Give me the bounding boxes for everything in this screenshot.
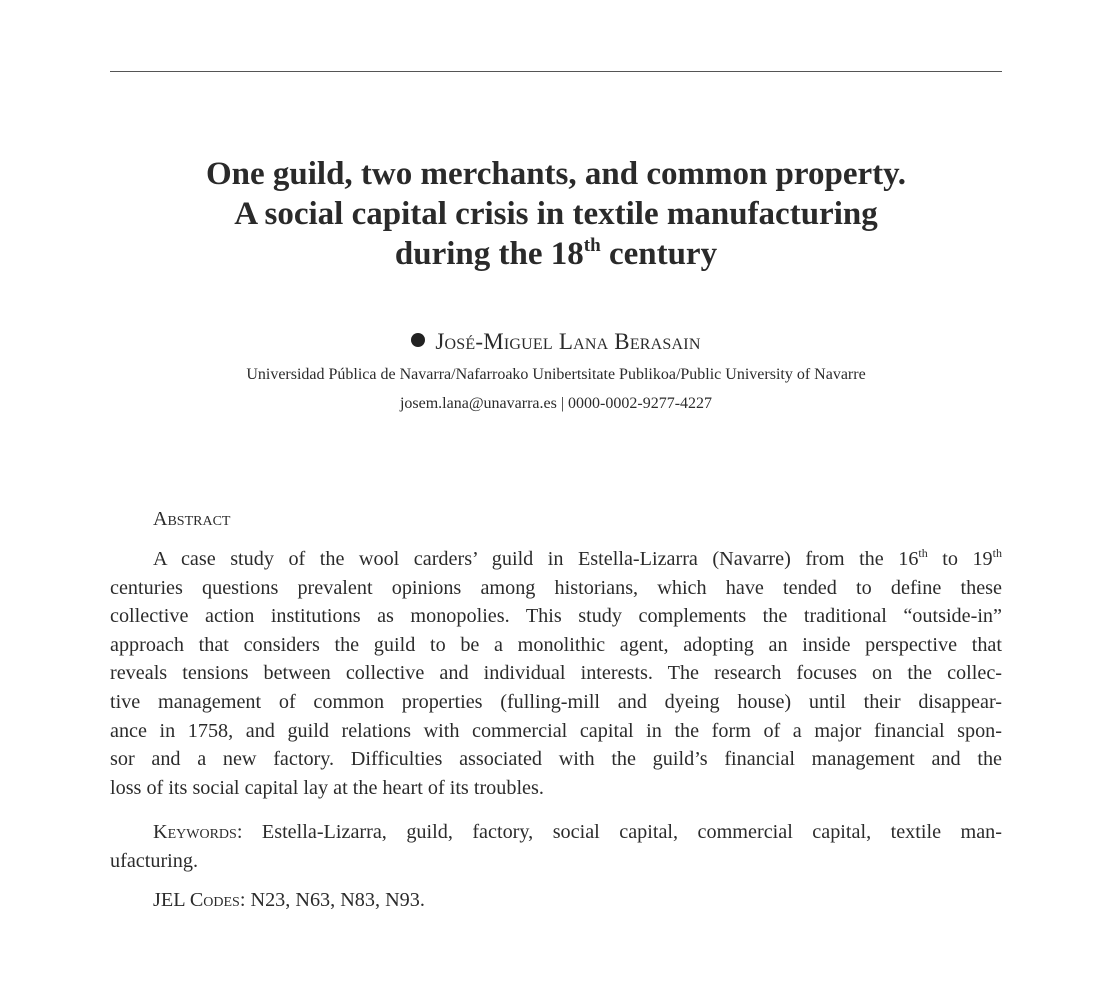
jel-label: JEL Codes [153, 889, 240, 911]
paper-title [110, 154, 1002, 274]
author-bullet-icon [411, 333, 425, 347]
header-rule [110, 71, 1002, 72]
abstract-line: ance in 1758, and guild relations with commercial capital in the form of a major financial spon- [110, 719, 1002, 742]
author-name: José-Miguel Lana Berasain [435, 329, 701, 354]
abstract-line [110, 545, 1002, 574]
jel-codes-text: N23, N63, N83, N93. [245, 889, 425, 911]
author-line [110, 327, 1002, 357]
abstract-line-text: A case study of the wool carders’ guild in Estella-Lizarra (Navarre) from the 16 [153, 548, 919, 570]
title-line-2: A social capital crisis in textile manufacturing [234, 196, 878, 232]
author-orcid[interactable]: 0000-0002-9277-4227 [568, 395, 713, 412]
superscript: th [992, 546, 1002, 560]
abstract-text [110, 545, 1002, 802]
abstract-heading: Abstract [153, 508, 231, 530]
keywords-label: Keywords [153, 821, 237, 843]
abstract-line-text: to 19 [927, 548, 993, 570]
keywords-line [110, 818, 1002, 847]
abstract-line: collective action institutions as monopolies. This study complements the traditional “outside-in” [110, 605, 1002, 628]
title-line-1: One guild, two merchants, and common property. [205, 156, 907, 192]
title-line-3-pre: during the 18 [394, 236, 584, 272]
abstract-line: sor and a new factory. Difficulties associated with the guild’s financial management and the [110, 748, 1002, 771]
keywords-text: Estella-Lizarra, guild, factory, social capital, commercial capital, textile man- [242, 821, 1002, 843]
jel-codes [153, 886, 425, 915]
title-line-3-post: century [600, 236, 718, 272]
abstract-line: approach that considers the guild to be a monolithic agent, adopting an inside perspective that [110, 633, 1002, 656]
author-email[interactable]: josem.lana@unavarra.es [399, 395, 557, 412]
author-contact [110, 393, 1002, 415]
title-line-3 [110, 234, 1002, 274]
superscript: th [918, 546, 928, 560]
keywords-colon: : [236, 821, 243, 843]
jel-colon: : [239, 889, 246, 911]
author-affiliation: Universidad Pública de Navarra/Nafarroako Unibertsitate Publikoa/Public University of Navarre [246, 366, 866, 383]
title-superscript: th [583, 235, 601, 256]
abstract-line: tive management of common properties (fulling-mill and dyeing house) until their disappear- [110, 690, 1002, 713]
contact-separator: | [556, 395, 569, 412]
abstract-line: loss of its social capital lay at the heart of its troubles. [110, 776, 544, 799]
abstract-line: centuries questions prevalent opinions among historians, which have tended to define these [110, 576, 1002, 599]
keywords-section [110, 818, 1002, 875]
keywords-line: ufacturing. [110, 849, 199, 872]
abstract-line: reveals tensions between collective and individual interests. The research focuses on the collec- [110, 662, 1002, 685]
